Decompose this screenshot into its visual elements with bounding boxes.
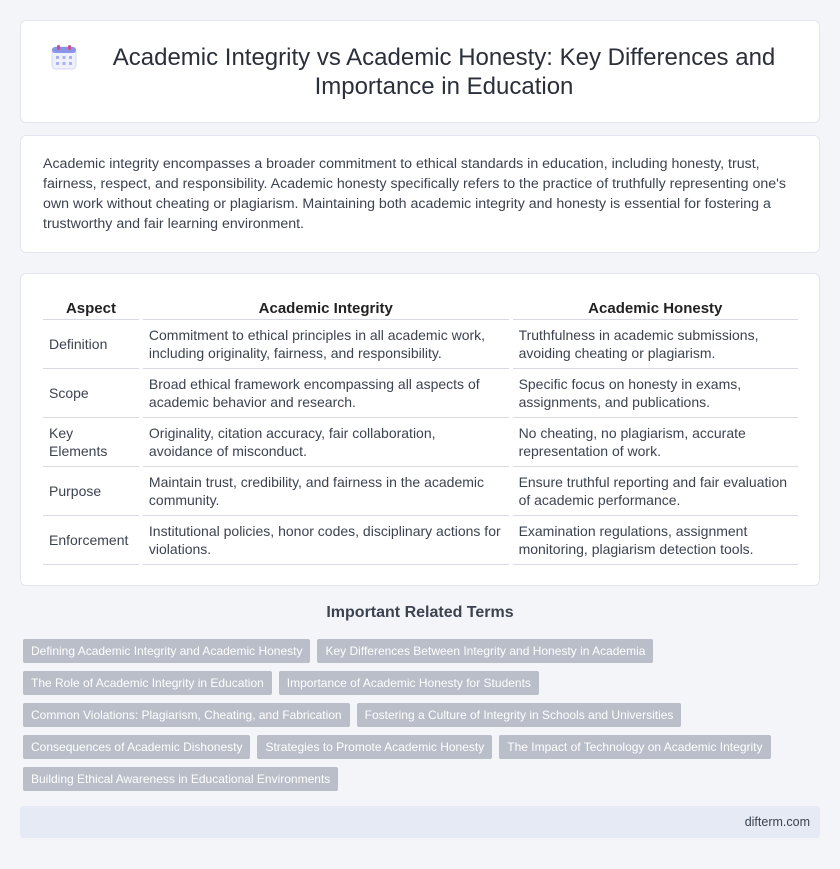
intro-paragraph: Academic integrity encompasses a broader commitment to ethical standards in education, including honesty, trust, fairness, respect, and responsibility. Academic honesty specifically refers to the practice of truthfully representing one's own work without cheating or plagiarism. Maintaining both academic integrity and honesty is essential for fostering a trustworthy and fair learning environment. (43, 156, 786, 232)
row-honesty: Truthfulness in academic submissions, avoiding cheating or plagiarism. (513, 320, 798, 369)
related-term-link[interactable]: Consequences of Academic Dishonesty (23, 735, 250, 759)
footer-site-link[interactable]: difterm.com (744, 815, 810, 829)
related-term-link[interactable]: Fostering a Culture of Integrity in Schools and Universities (357, 703, 682, 727)
related-term-link[interactable]: Common Violations: Plagiarism, Cheating, and Fabrication (23, 703, 350, 727)
row-aspect: Definition (43, 320, 139, 369)
related-terms-title: Important Related Terms (326, 604, 514, 621)
header-academic-integrity: Academic Integrity (143, 294, 509, 320)
row-honesty: Ensure truthful reporting and fair evaluation of academic performance. (513, 467, 798, 516)
row-integrity: Maintain trust, credibility, and fairness in the academic community. (143, 467, 509, 516)
row-honesty: Examination regulations, assignment monitoring, plagiarism detection tools. (513, 516, 798, 565)
related-term-link[interactable]: The Role of Academic Integrity in Education (23, 671, 272, 695)
row-aspect: Purpose (43, 467, 139, 516)
row-integrity: Originality, citation accuracy, fair collaboration, avoidance of misconduct. (143, 418, 509, 467)
related-term-link[interactable]: Key Differences Between Integrity and Honesty in Academia (317, 639, 653, 663)
related-term-link[interactable]: Strategies to Promote Academic Honesty (257, 735, 492, 759)
table-row (43, 369, 798, 418)
intro-card (20, 135, 820, 253)
comparison-table (43, 294, 798, 565)
row-integrity: Broad ethical framework encompassing all aspects of academic behavior and research. (143, 369, 509, 418)
table-row (43, 320, 798, 369)
row-aspect: Key Elements (43, 418, 139, 467)
related-term-link[interactable]: The Impact of Technology on Academic Integrity (499, 735, 770, 759)
header-card (20, 20, 820, 123)
table-row (43, 418, 798, 467)
header-academic-honesty: Academic Honesty (513, 294, 798, 320)
footer (20, 806, 820, 838)
related-terms-list (23, 639, 823, 799)
row-honesty: No cheating, no plagiarism, accurate representation of work. (513, 418, 798, 467)
related-term-link[interactable]: Importance of Academic Honesty for Students (279, 671, 539, 695)
header-aspect: Aspect (43, 294, 139, 320)
table-row (43, 467, 798, 516)
table-row (43, 516, 798, 565)
table-header-row (43, 294, 798, 320)
row-integrity: Commitment to ethical principles in all academic work, including originality, fairness, and responsibility. (143, 320, 509, 369)
row-aspect: Enforcement (43, 516, 139, 565)
row-honesty: Specific focus on honesty in exams, assignments, and publications. (513, 369, 798, 418)
row-integrity: Institutional policies, honor codes, disciplinary actions for violations. (143, 516, 509, 565)
comparison-card (20, 273, 820, 586)
calendar-icon (51, 44, 77, 70)
related-term-link[interactable]: Defining Academic Integrity and Academic Honesty (23, 639, 310, 663)
row-aspect: Scope (43, 369, 139, 418)
page-title: Academic Integrity vs Academic Honesty: Key Differences and Importance in Education (112, 43, 776, 100)
related-term-link[interactable]: Building Ethical Awareness in Educational Environments (23, 767, 338, 791)
